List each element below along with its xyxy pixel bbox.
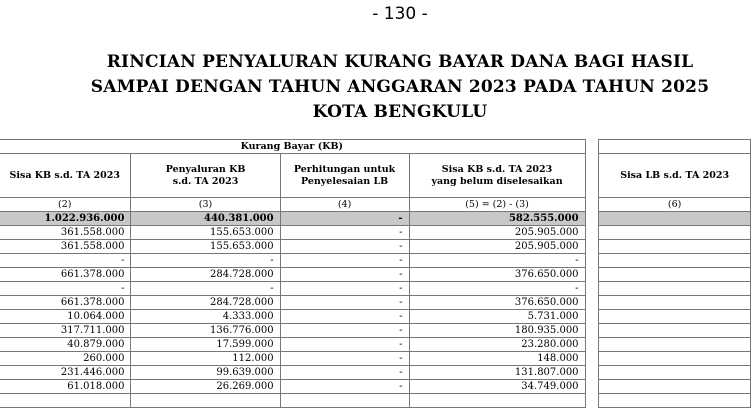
table-cell [599, 282, 751, 296]
table-cell: - [280, 282, 409, 296]
col-header-perhitungan-lb: Perhitungan untuk Penyelesaian LB [280, 154, 409, 198]
table-cell: - [280, 240, 409, 254]
table-cell: - [280, 254, 409, 268]
table-cell: 376.650.000 [409, 268, 585, 282]
table-cell: 155.653.000 [131, 226, 280, 240]
table-cell [280, 394, 409, 408]
table-cell: - [131, 282, 280, 296]
table-cell [599, 394, 751, 408]
total-cell: 582.555.000 [409, 212, 585, 226]
table-row [0, 282, 751, 296]
column-gap [585, 140, 599, 154]
column-gap [585, 380, 599, 394]
table-row [0, 380, 751, 394]
table-cell: - [280, 366, 409, 380]
table-cell: 361.558.000 [0, 226, 131, 240]
report-title [0, 50, 753, 125]
table-cell: - [280, 380, 409, 394]
table-cell [599, 366, 751, 380]
table-cell: 661.378.000 [0, 268, 131, 282]
table-cell: - [280, 296, 409, 310]
table-cell: 99.639.000 [131, 366, 280, 380]
total-cell: 440.381.000 [131, 212, 280, 226]
total-cell: - [280, 212, 409, 226]
column-gap [585, 212, 599, 226]
kurang-bayar-table [0, 139, 751, 408]
table-cell: - [280, 226, 409, 240]
table-cell [599, 296, 751, 310]
col-number: (4) [280, 198, 409, 212]
table-cell: 205.905.000 [409, 226, 585, 240]
page-number: - 130 - [372, 4, 428, 24]
table-cell: - [280, 268, 409, 282]
table-row [0, 310, 751, 324]
table-cell: 131.807.000 [409, 366, 585, 380]
table-cell [599, 268, 751, 282]
table-cell: 5.731.000 [409, 310, 585, 324]
table-group-header-row [0, 140, 751, 154]
column-gap [585, 296, 599, 310]
table-cell: 284.728.000 [131, 296, 280, 310]
table-cell: 231.446.000 [0, 366, 131, 380]
table-cell: - [409, 254, 585, 268]
column-gap [585, 198, 599, 212]
table-cell: 112.000 [131, 352, 280, 366]
table-cell [599, 380, 751, 394]
table-row [0, 324, 751, 338]
column-gap [585, 240, 599, 254]
table-row [0, 366, 751, 380]
column-gap [585, 254, 599, 268]
table-cell: 10.064.000 [0, 310, 131, 324]
table-row [0, 338, 751, 352]
table-cell: - [280, 324, 409, 338]
table-cell [131, 394, 280, 408]
table-cell: 361.558.000 [0, 240, 131, 254]
group-header-empty [599, 140, 751, 154]
total-cell: 1.022.936.000 [0, 212, 131, 226]
title-line-3: KOTA BENGKULU [312, 102, 488, 122]
table-cell: - [280, 338, 409, 352]
column-gap [585, 310, 599, 324]
table-cell: 180.935.000 [409, 324, 585, 338]
col-number: (6) [599, 198, 751, 212]
title-line-2: SAMPAI DENGAN TAHUN ANGGARAN 2023 PADA TAHUN 2025 [90, 77, 710, 97]
table-cell: - [0, 282, 131, 296]
column-gap [585, 352, 599, 366]
table-row [0, 240, 751, 254]
table-cell [599, 254, 751, 268]
column-gap [585, 338, 599, 352]
table-cell: 17.599.000 [131, 338, 280, 352]
table-cell [599, 352, 751, 366]
table-cell [599, 338, 751, 352]
column-gap [585, 324, 599, 338]
table-cell [599, 324, 751, 338]
table-cell: 34.749.000 [409, 380, 585, 394]
column-gap [585, 282, 599, 296]
col-header-sisa-kb-belum: Sisa KB s.d. TA 2023 yang belum diselesaikan [409, 154, 585, 198]
col-number: (2) [0, 198, 131, 212]
table-row [0, 296, 751, 310]
col-number: (3) [131, 198, 280, 212]
table-cell: 376.650.000 [409, 296, 585, 310]
table-row [0, 352, 751, 366]
table-cell: 4.333.000 [131, 310, 280, 324]
table-cell: 205.905.000 [409, 240, 585, 254]
table-cell: 40.879.000 [0, 338, 131, 352]
table-cell: - [280, 310, 409, 324]
table-row [0, 254, 751, 268]
column-gap [585, 226, 599, 240]
column-gap [585, 394, 599, 408]
table-cell: - [131, 254, 280, 268]
table-row [0, 226, 751, 240]
table-cell: 661.378.000 [0, 296, 131, 310]
column-gap [585, 268, 599, 282]
table-row [0, 268, 751, 282]
table-cell: - [409, 282, 585, 296]
total-cell [599, 212, 751, 226]
table-cell [599, 310, 751, 324]
col-header-sisa-kb: Sisa KB s.d. TA 2023 [0, 154, 131, 198]
table-cell: 284.728.000 [131, 268, 280, 282]
table-cell: 23.280.000 [409, 338, 585, 352]
table-column-header-row [0, 154, 751, 198]
table-cell: 61.018.000 [0, 380, 131, 394]
col-header-penyaluran-kb: Penyaluran KB s.d. TA 2023 [131, 154, 280, 198]
table-cell: 136.776.000 [131, 324, 280, 338]
table-cell [409, 394, 585, 408]
col-number: (5) = (2) - (3) [409, 198, 585, 212]
title-line-1: RINCIAN PENYALURAN KURANG BAYAR DANA BAGI HASIL [106, 52, 694, 72]
column-gap [585, 154, 599, 198]
table-cell: 148.000 [409, 352, 585, 366]
table-cell: 155.653.000 [131, 240, 280, 254]
table-cell: 26.269.000 [131, 380, 280, 394]
table-cell: 260.000 [0, 352, 131, 366]
column-number-row [0, 198, 751, 212]
table-row [0, 394, 751, 408]
table-cell [599, 240, 751, 254]
table-cell [599, 226, 751, 240]
table-cell: - [0, 254, 131, 268]
table-cell: - [280, 352, 409, 366]
group-header-kurang-bayar: Kurang Bayar (KB) [0, 140, 585, 154]
table-cell [0, 394, 131, 408]
table-cell: 317.711.000 [0, 324, 131, 338]
total-row [0, 212, 751, 226]
col-header-sisa-lb: Sisa LB s.d. TA 2023 [599, 154, 751, 198]
column-gap [585, 366, 599, 380]
